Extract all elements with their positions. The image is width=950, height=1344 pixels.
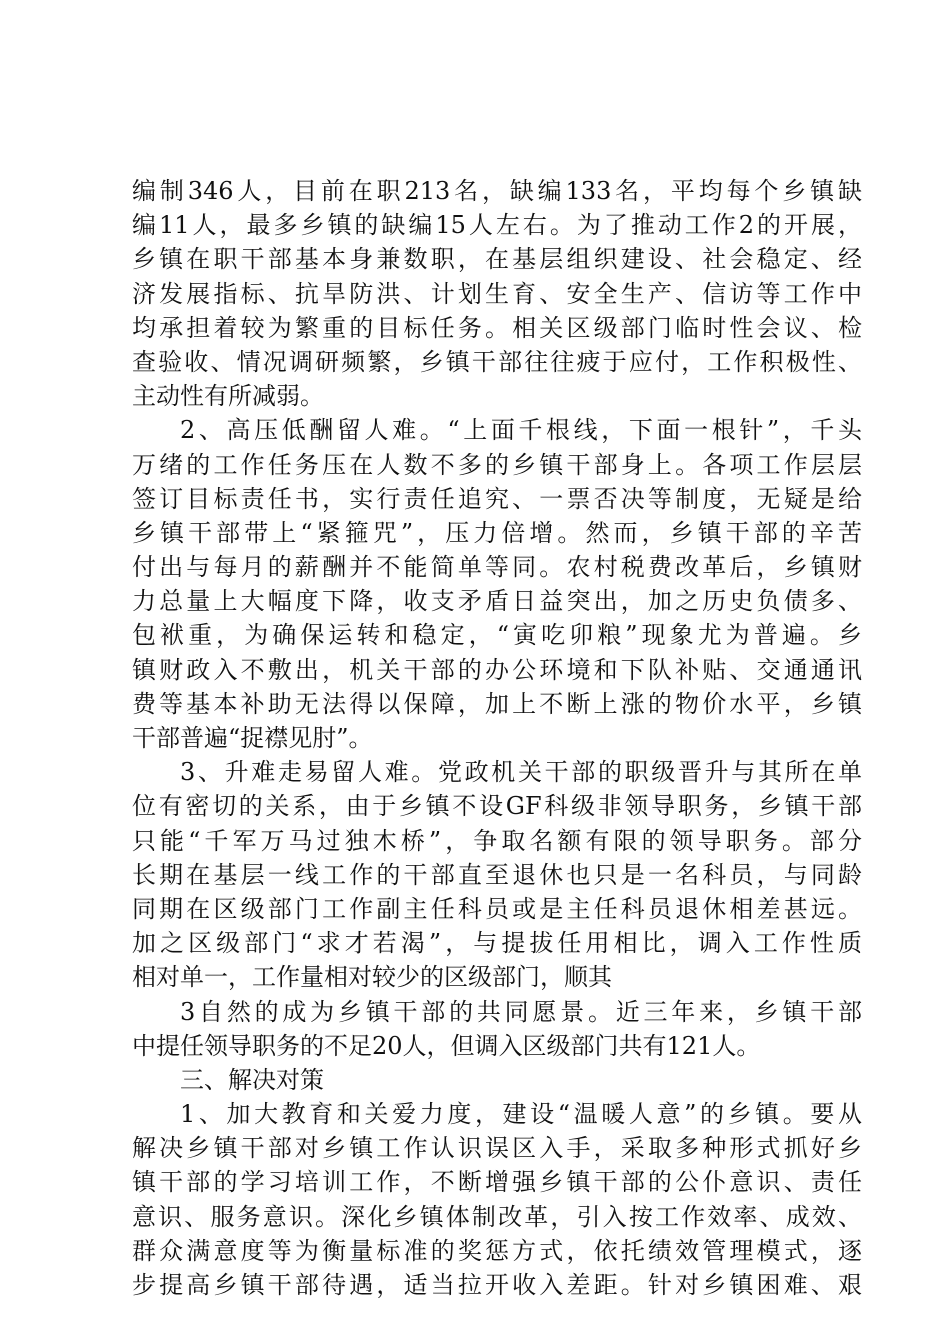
text-line: 2、高压低酬留人难。“上面千根线，下面一根针”，千头 (180, 416, 862, 445)
text-line: 长期在基层一线工作的干部直至退休也只是一名科员，与同龄 (132, 860, 862, 889)
text-line: 中提任领导职务的不足20人，但调入区级部门共有121人。 (132, 1031, 761, 1060)
text-line: 加之区级部门“求才若渴”，与提拔任用相比，调入工作性质 (132, 929, 862, 958)
text-line: 乡镇在职干部基本身兼数职，在基层组织建设、社会稳定、经 (132, 245, 862, 274)
text-line: 编11人，最多乡镇的缺编15人左右。为了推动工作2的开展， (132, 211, 862, 240)
text-line: 步提高乡镇干部待遇，适当拉开收入差距。针对乡镇困难、艰 (132, 1271, 862, 1299)
text-line: 镇财政入不敷出，机关干部的办公环境和下队补贴、交通通讯 (132, 655, 862, 684)
text-line: 乡镇干部带上“紧箍咒”，压力倍增。然而，乡镇干部的辛苦 (132, 518, 862, 547)
text-line: 付出与每月的薪酬并不能简单等同。农村税费改革后，乡镇财 (132, 553, 862, 582)
text-line: 同期在区级部门工作副主任科员或是主任科员退休相差甚远。 (132, 894, 862, 923)
text-line: 费等基本补助无法得以保障，加上不断上涨的物价水平，乡镇 (132, 689, 862, 718)
text-line: 济发展指标、抗旱防洪、计划生育、安全生产、信访等工作中 (132, 279, 862, 308)
text-line: 包袱重，为确保运转和稳定，“寅吃卯粮”现象尤为普遍。乡 (132, 621, 862, 650)
text-line: 解决乡镇干部对乡镇工作认识误区入手，采取多种形式抓好乡 (132, 1134, 862, 1163)
text-line: 只能“千军万马过独木桥”，争取名额有限的领导职务。部分 (132, 826, 862, 855)
text-line: 相对单一，工作量相对较少的区级部门，顺其 (132, 963, 612, 992)
text-line: 位有密切的关系，由于乡镇不设GF科级非领导职务，乡镇干部 (132, 792, 862, 821)
text-line: 三、解决对策 (180, 1065, 324, 1094)
text-line: 均承担着较为繁重的目标任务。相关区级部门临时性会议、检 (132, 313, 862, 342)
document-body (132, 174, 862, 1302)
text-line: 1、加大教育和关爱力度，建设“温暖人意”的乡镇。要从 (180, 1100, 862, 1129)
text-line: 力总量上大幅度下降，收支矛盾日益突出，加之历史负债多、 (132, 587, 862, 616)
text-line: 意识、服务意识。深化乡镇体制改革，引入按工作效率、成效、 (132, 1202, 862, 1231)
text-line: 3自然的成为乡镇干部的共同愿景。近三年来，乡镇干部 (180, 997, 862, 1026)
text-line: 查验收、情况调研频繁，乡镇干部往往疲于应付，工作积极性、 (132, 347, 862, 376)
text-line: 主动性有所减弱。 (132, 382, 324, 411)
text-line: 万绪的工作任务压在人数不多的乡镇干部身上。各项工作层层 (132, 450, 862, 479)
text-line: 编制346人，目前在职213名，缺编133名，平均每个乡镇缺 (132, 177, 862, 205)
text-line: 3、升难走易留人难。党政机关干部的职级晋升与其所在单 (180, 758, 862, 787)
text-line: 干部普遍“捉襟见肘”。 (132, 724, 373, 752)
text-line: 签订目标责任书，实行责任追究、一票否决等制度，无疑是给 (132, 484, 862, 513)
text-line: 镇干部的学习培训工作，不断增强乡镇干部的公仆意识、责任 (132, 1168, 862, 1197)
text-line: 群众满意度等为衡量标准的奖惩方式，依托绩效管理模式，逐 (132, 1236, 862, 1265)
